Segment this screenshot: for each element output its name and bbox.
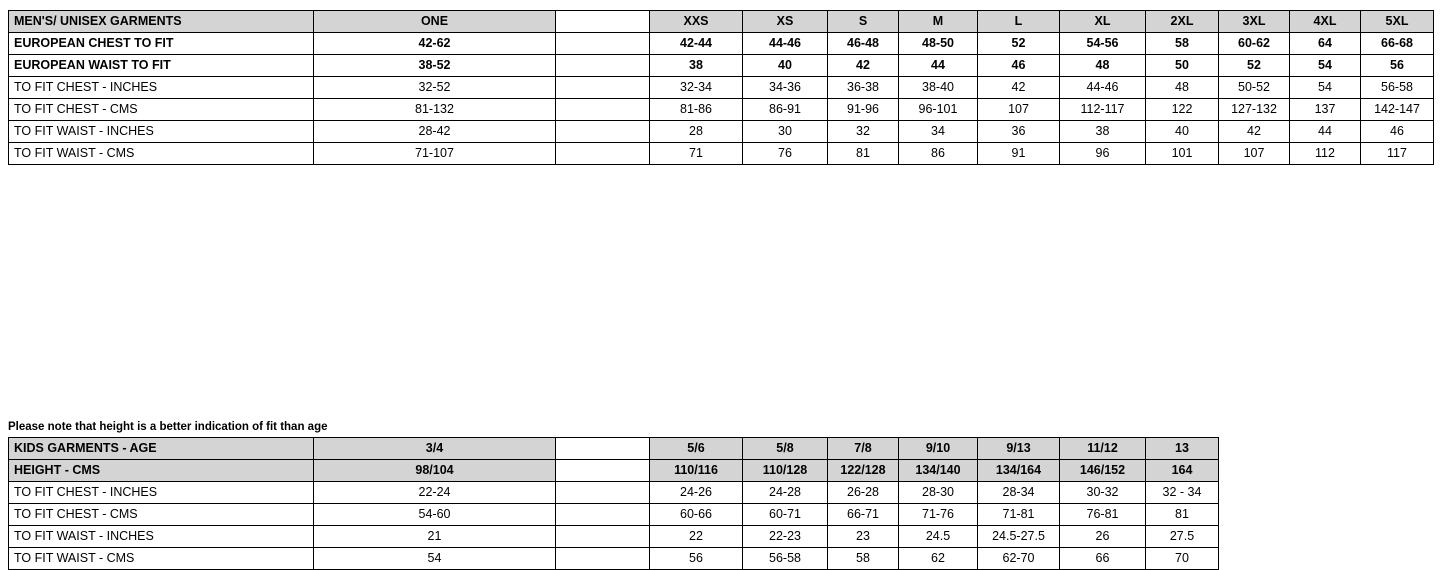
- data-cell: XS: [743, 11, 828, 33]
- kids-header-row: [9, 438, 1219, 460]
- data-cell: 81: [1146, 504, 1219, 526]
- data-cell: [556, 77, 650, 99]
- data-cell: 110/128: [743, 460, 828, 482]
- data-cell: 36-38: [828, 77, 899, 99]
- data-cell: 112-117: [1060, 99, 1146, 121]
- row-label-cell: EUROPEAN WAIST TO FIT: [9, 55, 314, 77]
- data-cell: 96: [1060, 143, 1146, 165]
- data-cell: 81-132: [314, 99, 556, 121]
- data-cell: 28-30: [899, 482, 978, 504]
- data-cell: 32 - 34: [1146, 482, 1219, 504]
- mens-data-row: [9, 77, 1434, 99]
- data-cell: [556, 526, 650, 548]
- data-cell: 81: [828, 143, 899, 165]
- data-cell: 107: [1219, 143, 1290, 165]
- data-cell: 96-101: [899, 99, 978, 121]
- data-cell: 98/104: [314, 460, 556, 482]
- data-cell: [556, 11, 650, 33]
- row-label-cell: KIDS GARMENTS - AGE: [9, 438, 314, 460]
- data-cell: 28-34: [978, 482, 1060, 504]
- data-cell: 5/6: [650, 438, 743, 460]
- data-cell: 71-107: [314, 143, 556, 165]
- kids-data-row: [9, 482, 1219, 504]
- data-cell: 3/4: [314, 438, 556, 460]
- data-cell: 22-24: [314, 482, 556, 504]
- data-cell: 44-46: [1060, 77, 1146, 99]
- data-cell: 28: [650, 121, 743, 143]
- data-cell: 137: [1290, 99, 1361, 121]
- data-cell: XL: [1060, 11, 1146, 33]
- data-cell: 22: [650, 526, 743, 548]
- data-cell: 76: [743, 143, 828, 165]
- row-label-cell: EUROPEAN CHEST TO FIT: [9, 33, 314, 55]
- data-cell: 34-36: [743, 77, 828, 99]
- kids-data-row: [9, 548, 1219, 570]
- mens-data-row: [9, 55, 1434, 77]
- data-cell: 48: [1146, 77, 1219, 99]
- data-cell: [556, 482, 650, 504]
- row-label-cell: HEIGHT - CMS: [9, 460, 314, 482]
- data-cell: 42: [828, 55, 899, 77]
- data-cell: 34: [899, 121, 978, 143]
- data-cell: 58: [828, 548, 899, 570]
- data-cell: 32-34: [650, 77, 743, 99]
- data-cell: 54: [1290, 55, 1361, 77]
- data-cell: 56: [1361, 55, 1434, 77]
- data-cell: 9/13: [978, 438, 1060, 460]
- row-label-cell: TO FIT WAIST - CMS: [9, 548, 314, 570]
- data-cell: 81-86: [650, 99, 743, 121]
- data-cell: 66-68: [1361, 33, 1434, 55]
- data-cell: 58: [1146, 33, 1219, 55]
- data-cell: 38-40: [899, 77, 978, 99]
- data-cell: 107: [978, 99, 1060, 121]
- data-cell: XXS: [650, 11, 743, 33]
- data-cell: 44-46: [743, 33, 828, 55]
- data-cell: 64: [1290, 33, 1361, 55]
- data-cell: 66-71: [828, 504, 899, 526]
- row-label-cell: MEN'S/ UNISEX GARMENTS: [9, 11, 314, 33]
- data-cell: 54: [314, 548, 556, 570]
- data-cell: 38: [1060, 121, 1146, 143]
- data-cell: 32: [828, 121, 899, 143]
- data-cell: 142-147: [1361, 99, 1434, 121]
- kids-size-table: [8, 437, 1219, 570]
- row-label-cell: TO FIT CHEST - CMS: [9, 99, 314, 121]
- mens-data-row: [9, 99, 1434, 121]
- data-cell: 24-26: [650, 482, 743, 504]
- data-cell: 52: [978, 33, 1060, 55]
- data-cell: 46: [1361, 121, 1434, 143]
- data-cell: 44: [899, 55, 978, 77]
- data-cell: 38: [650, 55, 743, 77]
- data-cell: 112: [1290, 143, 1361, 165]
- data-cell: 134/164: [978, 460, 1060, 482]
- data-cell: 62: [899, 548, 978, 570]
- data-cell: S: [828, 11, 899, 33]
- row-label-cell: TO FIT CHEST - CMS: [9, 504, 314, 526]
- mens-header-row: [9, 11, 1434, 33]
- data-cell: 27.5: [1146, 526, 1219, 548]
- data-cell: 40: [1146, 121, 1219, 143]
- data-cell: 38-52: [314, 55, 556, 77]
- data-cell: 11/12: [1060, 438, 1146, 460]
- kids-fit-note: Please note that height is a better indication of fit than age: [8, 421, 328, 433]
- data-cell: 42-44: [650, 33, 743, 55]
- data-cell: 42: [1219, 121, 1290, 143]
- data-cell: 30: [743, 121, 828, 143]
- data-cell: [556, 121, 650, 143]
- row-label-cell: TO FIT CHEST - INCHES: [9, 482, 314, 504]
- data-cell: 28-42: [314, 121, 556, 143]
- kids-data-row: [9, 504, 1219, 526]
- data-cell: 54-60: [314, 504, 556, 526]
- data-cell: 36: [978, 121, 1060, 143]
- data-cell: 50: [1146, 55, 1219, 77]
- data-cell: [556, 33, 650, 55]
- data-cell: 60-62: [1219, 33, 1290, 55]
- data-cell: 117: [1361, 143, 1434, 165]
- data-cell: 3XL: [1219, 11, 1290, 33]
- data-cell: 70: [1146, 548, 1219, 570]
- data-cell: 60-66: [650, 504, 743, 526]
- data-cell: 66: [1060, 548, 1146, 570]
- data-cell: M: [899, 11, 978, 33]
- data-cell: 46-48: [828, 33, 899, 55]
- data-cell: 122: [1146, 99, 1219, 121]
- data-cell: 76-81: [1060, 504, 1146, 526]
- data-cell: 50-52: [1219, 77, 1290, 99]
- data-cell: 134/140: [899, 460, 978, 482]
- data-cell: 24-28: [743, 482, 828, 504]
- data-cell: 26: [1060, 526, 1146, 548]
- data-cell: 56: [650, 548, 743, 570]
- data-cell: 32-52: [314, 77, 556, 99]
- data-cell: 54: [1290, 77, 1361, 99]
- mens-unisex-size-table: [8, 10, 1434, 165]
- data-cell: [556, 55, 650, 77]
- data-cell: 44: [1290, 121, 1361, 143]
- data-cell: 86-91: [743, 99, 828, 121]
- data-cell: 86: [899, 143, 978, 165]
- data-cell: L: [978, 11, 1060, 33]
- data-cell: 42-62: [314, 33, 556, 55]
- data-cell: 13: [1146, 438, 1219, 460]
- row-label-cell: TO FIT WAIST - INCHES: [9, 526, 314, 548]
- data-cell: [556, 143, 650, 165]
- data-cell: 56-58: [743, 548, 828, 570]
- data-cell: 46: [978, 55, 1060, 77]
- data-cell: [556, 504, 650, 526]
- data-cell: ONE: [314, 11, 556, 33]
- row-label-cell: TO FIT WAIST - CMS: [9, 143, 314, 165]
- data-cell: 26-28: [828, 482, 899, 504]
- mens-data-row: [9, 121, 1434, 143]
- data-cell: 164: [1146, 460, 1219, 482]
- data-cell: 30-32: [1060, 482, 1146, 504]
- data-cell: 42: [978, 77, 1060, 99]
- data-cell: 7/8: [828, 438, 899, 460]
- data-cell: 4XL: [1290, 11, 1361, 33]
- data-cell: 127-132: [1219, 99, 1290, 121]
- row-label-cell: TO FIT CHEST - INCHES: [9, 77, 314, 99]
- data-cell: [556, 438, 650, 460]
- data-cell: 60-71: [743, 504, 828, 526]
- data-cell: 52: [1219, 55, 1290, 77]
- data-cell: 48: [1060, 55, 1146, 77]
- data-cell: 9/10: [899, 438, 978, 460]
- data-cell: 54-56: [1060, 33, 1146, 55]
- kids-data-row: [9, 526, 1219, 548]
- data-cell: 91-96: [828, 99, 899, 121]
- data-cell: 40: [743, 55, 828, 77]
- data-cell: 71: [650, 143, 743, 165]
- data-cell: [556, 99, 650, 121]
- data-cell: 56-58: [1361, 77, 1434, 99]
- data-cell: 2XL: [1146, 11, 1219, 33]
- data-cell: 23: [828, 526, 899, 548]
- data-cell: 5/8: [743, 438, 828, 460]
- data-cell: 21: [314, 526, 556, 548]
- mens-data-row: [9, 143, 1434, 165]
- kids-subheader-row: [9, 460, 1219, 482]
- data-cell: 101: [1146, 143, 1219, 165]
- data-cell: [556, 460, 650, 482]
- data-cell: 22-23: [743, 526, 828, 548]
- data-cell: 91: [978, 143, 1060, 165]
- data-cell: 48-50: [899, 33, 978, 55]
- data-cell: 122/128: [828, 460, 899, 482]
- data-cell: 110/116: [650, 460, 743, 482]
- data-cell: 5XL: [1361, 11, 1434, 33]
- row-label-cell: TO FIT WAIST - INCHES: [9, 121, 314, 143]
- data-cell: 71-81: [978, 504, 1060, 526]
- data-cell: 71-76: [899, 504, 978, 526]
- mens-data-row: [9, 33, 1434, 55]
- data-cell: 62-70: [978, 548, 1060, 570]
- data-cell: [556, 548, 650, 570]
- data-cell: 24.5-27.5: [978, 526, 1060, 548]
- data-cell: 146/152: [1060, 460, 1146, 482]
- data-cell: 24.5: [899, 526, 978, 548]
